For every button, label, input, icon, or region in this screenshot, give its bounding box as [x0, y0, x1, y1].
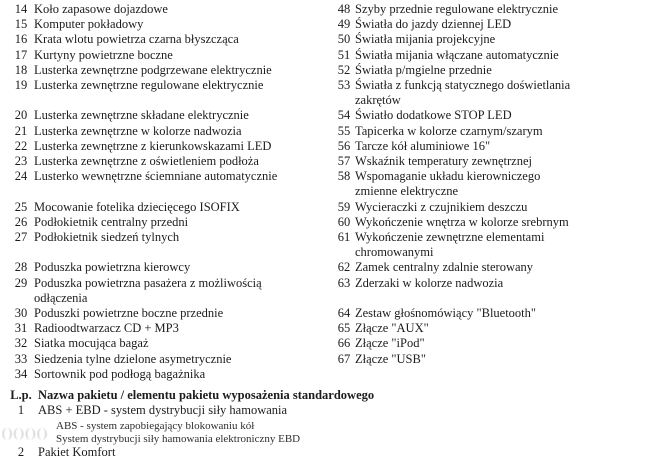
left-item-text: Komputer pokładowy	[34, 17, 144, 32]
left-item-cell	[34, 215, 333, 230]
left-item-number: 34	[14, 366, 28, 381]
right-item-cell	[355, 63, 615, 78]
left-item-cell	[34, 32, 333, 47]
left-item-text: Lusterka zewnętrzne z oświetleniem podłoża	[34, 154, 259, 169]
left-item-text: Poduszki powietrzne boczne przednie	[34, 306, 224, 321]
right-item-number: 60	[337, 214, 351, 229]
left-item-text: Lusterka zewnętrzne składane elektrycznie	[34, 108, 249, 123]
section-header-number-label: L.p.	[10, 388, 32, 403]
right-item-text: Wskaźnik temperatury zewnętrznej	[355, 154, 532, 169]
right-item-number: 58	[337, 169, 351, 184]
right-item-number: 52	[337, 62, 351, 77]
right-item-cell	[355, 124, 615, 139]
right-item-cell	[355, 154, 615, 169]
left-item-text: Lusterka zewnętrzne regulowane elektrycznie	[34, 78, 264, 93]
left-item-text: Poduszka powietrzna pasażera z możliwością odłączenia	[34, 275, 262, 305]
section-item-body	[34, 403, 300, 445]
left-item-cell	[34, 139, 333, 154]
section-item-number: 2	[17, 445, 25, 460]
left-item-number: 29	[14, 275, 28, 290]
right-item-cell	[355, 108, 615, 123]
right-item-cell	[355, 276, 615, 306]
right-item-text: Złącze "AUX"	[355, 321, 429, 336]
table-row	[8, 108, 615, 123]
left-item-number: 16	[14, 32, 28, 47]
right-item-text: Złącze "iPod"	[355, 336, 425, 351]
left-item-cell	[34, 169, 333, 199]
left-item-cell	[34, 367, 333, 382]
table-row	[8, 169, 615, 199]
left-item-number: 24	[14, 169, 28, 184]
table-row	[8, 352, 615, 367]
right-item-text: Wycieraczki z czujnikiem deszczu	[355, 199, 528, 214]
left-item-number: 18	[14, 62, 28, 77]
left-item-number: 14	[14, 2, 28, 16]
right-item-number: 53	[337, 78, 351, 93]
right-item-number: 67	[337, 351, 351, 366]
right-item-number: 65	[337, 321, 351, 336]
table-row	[8, 32, 615, 47]
right-item-number: 63	[337, 275, 351, 290]
section-header-title: Nazwa pakietu / elementu pakietu wyposażenia standardowego	[38, 388, 375, 403]
right-item-cell	[355, 321, 615, 336]
table-row	[8, 215, 615, 230]
left-item-text: Lusterka zewnętrzne w kolorze nadwozia	[34, 123, 242, 138]
left-item-text: Krata wlotu powietrza czarna błyszcząca	[34, 32, 239, 47]
right-item-text: Wykończenie zewnętrzne elementami chromowanymi	[355, 230, 545, 260]
table-row	[8, 17, 615, 32]
table-row	[8, 336, 615, 351]
right-item-number: 62	[337, 260, 351, 275]
left-item-cell	[34, 48, 333, 63]
right-item-text: Tarcze kół aluminiowe 16"	[355, 138, 491, 153]
table-row	[8, 2, 615, 17]
right-item-number: 55	[337, 123, 351, 138]
right-item-text: Zderzaki w kolorze nadwozia	[355, 275, 504, 290]
left-item-number: 21	[14, 123, 28, 138]
left-item-text: Radioodtwarzacz CD + MP3	[34, 321, 179, 336]
right-item-text: Wspomaganie układu kierowniczego zmienne elektryczne	[355, 169, 541, 199]
left-item-text: Koło zapasowe dojazdowe	[34, 2, 168, 16]
right-item-number: 57	[337, 154, 351, 169]
left-item-text: Lusterka zewnętrzne z kierunkowskazami LED	[34, 138, 272, 153]
section-item-subtext: ABS - system zapobiegający blokowaniu kół	[56, 420, 255, 433]
left-item-text: Kurtyny powietrzne boczne	[34, 47, 173, 62]
left-item-text: Siedzenia tylne dzielone asymetrycznie	[34, 351, 232, 366]
left-item-text: Siatka mocująca bagaż	[34, 336, 149, 351]
right-item-cell	[355, 169, 615, 199]
right-item-number: 51	[337, 47, 351, 62]
right-item-cell	[355, 48, 615, 63]
table-row	[8, 260, 615, 275]
left-item-text: Lusterka zewnętrzne podgrzewane elektrycznie	[34, 62, 272, 77]
left-item-number: 25	[14, 199, 28, 214]
left-item-text: Sortownik pod podłogą bagażnika	[34, 366, 206, 381]
section-item-text: ABS + EBD - system dystrybucji siły hamowania	[38, 403, 288, 418]
table-row	[8, 139, 615, 154]
left-item-cell	[34, 63, 333, 78]
right-item-text: Zamek centralny zdalnie sterowany	[355, 260, 534, 275]
left-item-cell	[34, 200, 333, 215]
left-item-cell	[34, 154, 333, 169]
left-item-cell	[34, 230, 333, 260]
left-item-number: 33	[14, 351, 28, 366]
table-row	[8, 48, 615, 63]
right-item-number: 61	[337, 230, 351, 245]
left-item-number: 30	[14, 306, 28, 321]
section-item-subtext: System dystrybucji siły hamowania elektroniczny EBD	[56, 432, 301, 445]
left-item-text: Podłokietnik centralny przedni	[34, 214, 189, 229]
table-row	[8, 124, 615, 139]
table-row	[8, 200, 615, 215]
left-item-number: 26	[14, 214, 28, 229]
left-item-number: 31	[14, 321, 28, 336]
right-item-cell	[355, 200, 615, 215]
right-item-number: 48	[337, 2, 351, 16]
section-header-row	[8, 388, 652, 403]
section-item	[8, 445, 652, 460]
equipment-rows	[8, 2, 615, 382]
right-item-cell	[355, 230, 615, 260]
right-item-cell	[355, 17, 615, 32]
left-item-text: Podłokietnik siedzeń tylnych	[34, 230, 180, 245]
left-item-cell	[34, 108, 333, 123]
scanned-document-page	[0, 2, 652, 460]
left-item-cell	[34, 276, 333, 306]
left-item-number: 22	[14, 138, 28, 153]
left-item-cell	[34, 260, 333, 275]
right-item-cell	[355, 78, 615, 108]
standard-package-section	[0, 388, 652, 460]
left-item-cell	[34, 124, 333, 139]
right-item-number: 49	[337, 17, 351, 32]
table-row	[8, 230, 615, 260]
table-row	[8, 154, 615, 169]
table-row	[8, 367, 615, 382]
table-row	[8, 321, 615, 336]
right-item-text: Zestaw głośnomówiący "Bluetooth"	[355, 306, 537, 321]
table-row	[8, 276, 615, 306]
right-item-text: Wykończenie wnętrza w kolorze srebrnym	[355, 214, 569, 229]
right-item-number: 50	[337, 32, 351, 47]
right-item-text: Światła p/mgielne przednie	[355, 62, 492, 77]
table-row	[8, 63, 615, 78]
left-item-number: 19	[14, 78, 28, 93]
right-item-text: Światła mijania włączane automatycznie	[355, 47, 559, 62]
left-item-cell	[34, 321, 333, 336]
right-item-text: Złącze "USB"	[355, 351, 426, 366]
section-item	[8, 403, 652, 445]
right-item-text: Tapicerka w kolorze czarnym/szarym	[355, 123, 543, 138]
section-item-number: 1	[17, 403, 25, 418]
left-item-number: 20	[14, 108, 28, 123]
right-item-cell	[355, 336, 615, 351]
right-item-cell	[355, 306, 615, 321]
right-item-cell	[355, 32, 615, 47]
right-item-text: Światła z funkcją statycznego doświetlania zakrętów	[355, 78, 571, 108]
left-item-number: 17	[14, 47, 28, 62]
left-item-number: 27	[14, 230, 28, 245]
right-item-cell	[355, 260, 615, 275]
left-item-cell	[34, 78, 333, 108]
left-item-cell	[34, 306, 333, 321]
right-item-cell	[355, 352, 615, 367]
left-item-number: 15	[14, 17, 28, 32]
right-item-text: Światło dodatkowe STOP LED	[355, 108, 512, 123]
right-item-text: Światła mijania projekcyjne	[355, 32, 496, 47]
left-item-number: 32	[14, 336, 28, 351]
equipment-table	[8, 2, 615, 382]
left-item-text: Poduszka powietrzna kierowcy	[34, 260, 191, 275]
section-item-text: Pakiet Komfort	[38, 445, 116, 460]
table-row	[8, 306, 615, 321]
left-item-cell	[34, 352, 333, 367]
table-row	[8, 78, 615, 108]
right-item-number: 54	[337, 108, 351, 123]
right-item-number	[333, 367, 355, 382]
right-item-cell	[355, 139, 615, 154]
left-item-cell	[34, 336, 333, 351]
right-item-text: Światła do jazdy dziennej LED	[355, 17, 512, 32]
right-item-cell	[355, 215, 615, 230]
right-item-text: Szyby przednie regulowane elektrycznie	[355, 2, 559, 16]
left-item-cell	[34, 2, 333, 17]
left-item-text: Mocowanie fotelika dziecięcego ISOFIX	[34, 199, 240, 214]
right-item-number: 56	[337, 138, 351, 153]
right-item-number: 64	[337, 306, 351, 321]
right-item-cell	[355, 2, 615, 17]
right-item-number: 59	[337, 199, 351, 214]
left-item-number: 23	[14, 154, 28, 169]
watermark: ()()()()	[2, 425, 49, 440]
right-item-cell	[355, 367, 615, 382]
right-item-number: 66	[337, 336, 351, 351]
left-item-text: Lusterko wewnętrzne ściemniane automatycznie	[34, 169, 278, 184]
left-item-cell	[34, 17, 333, 32]
left-item-number: 28	[14, 260, 28, 275]
